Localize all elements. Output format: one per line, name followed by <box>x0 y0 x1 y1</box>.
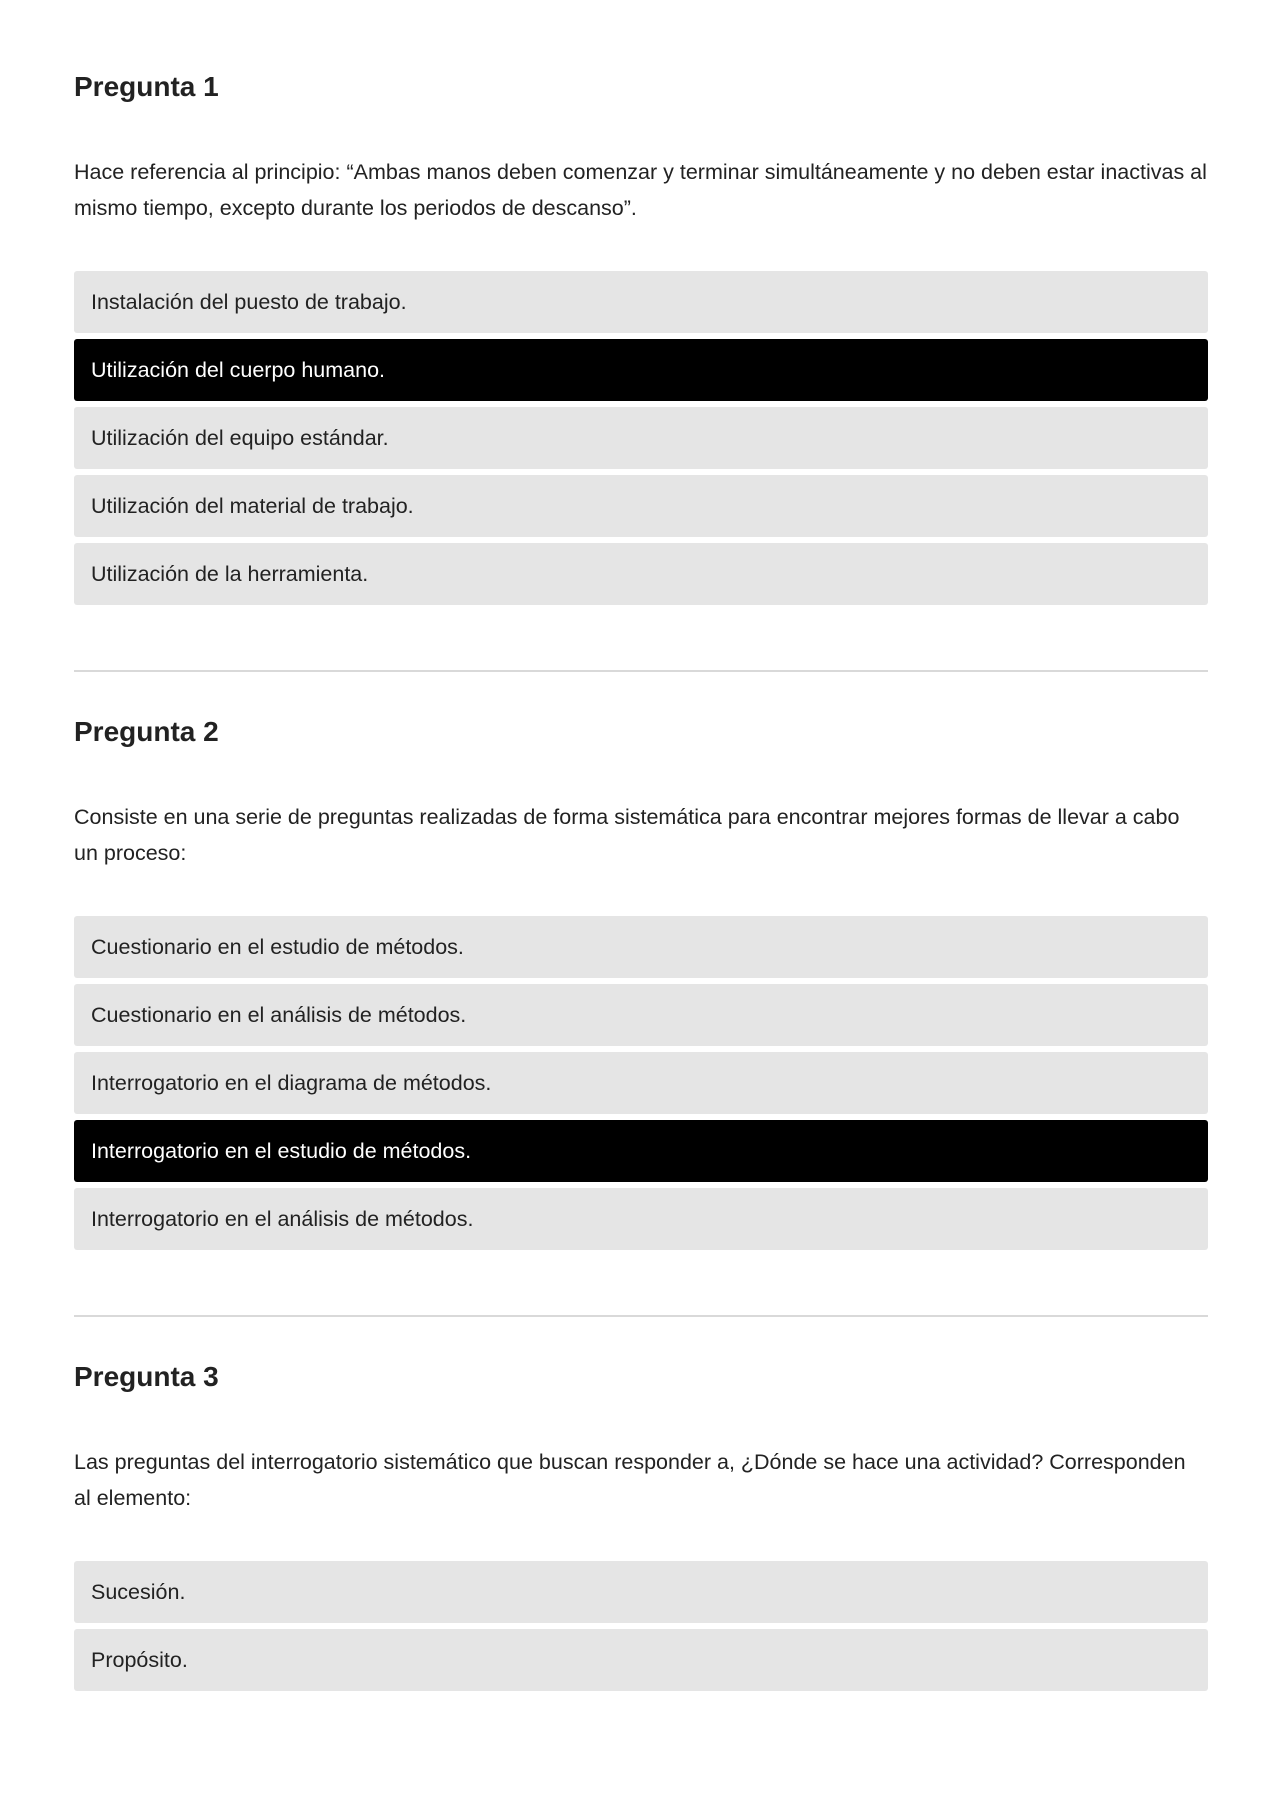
answer-option[interactable]: Sucesión. <box>74 1561 1208 1623</box>
answer-options <box>74 916 1208 1250</box>
answer-option[interactable]: Instalación del puesto de trabajo. <box>74 271 1208 333</box>
question-text: Las preguntas del interrogatorio sistemático que buscan responder a, ¿Dónde se hace una actividad? Corresponden al elemento: <box>74 1450 1186 1510</box>
question-3 <box>74 1360 1208 1697</box>
section-divider <box>74 670 1208 672</box>
answer-option[interactable]: Utilización de la herramienta. <box>74 543 1208 605</box>
answer-option-selected[interactable]: Utilización del cuerpo humano. <box>74 339 1208 401</box>
answer-options <box>74 271 1208 605</box>
question-2 <box>74 715 1208 1256</box>
answer-options <box>74 1561 1208 1691</box>
question-text: Hace referencia al principio: “Ambas manos deben comenzar y terminar simultáneamente y no deben estar inactivas al mismo tiempo, excepto durante los periodos de descanso”. <box>74 160 1207 220</box>
answer-option[interactable]: Utilización del equipo estándar. <box>74 407 1208 469</box>
question-title: Pregunta 3 <box>74 1361 219 1392</box>
answer-option[interactable]: Utilización del material de trabajo. <box>74 475 1208 537</box>
section-divider <box>74 1315 1208 1317</box>
answer-option[interactable]: Interrogatorio en el diagrama de métodos. <box>74 1052 1208 1114</box>
answer-option[interactable]: Cuestionario en el estudio de métodos. <box>74 916 1208 978</box>
answer-option[interactable]: Propósito. <box>74 1629 1208 1691</box>
question-text: Consiste en una serie de preguntas realizadas de forma sistemática para encontrar mejores formas de llevar a cabo un proceso: <box>74 805 1180 865</box>
question-title: Pregunta 2 <box>74 716 219 747</box>
answer-option[interactable]: Interrogatorio en el análisis de métodos. <box>74 1188 1208 1250</box>
question-title: Pregunta 1 <box>74 71 219 102</box>
answer-option-selected[interactable]: Interrogatorio en el estudio de métodos. <box>74 1120 1208 1182</box>
question-1 <box>74 70 1208 611</box>
answer-option[interactable]: Cuestionario en el análisis de métodos. <box>74 984 1208 1046</box>
